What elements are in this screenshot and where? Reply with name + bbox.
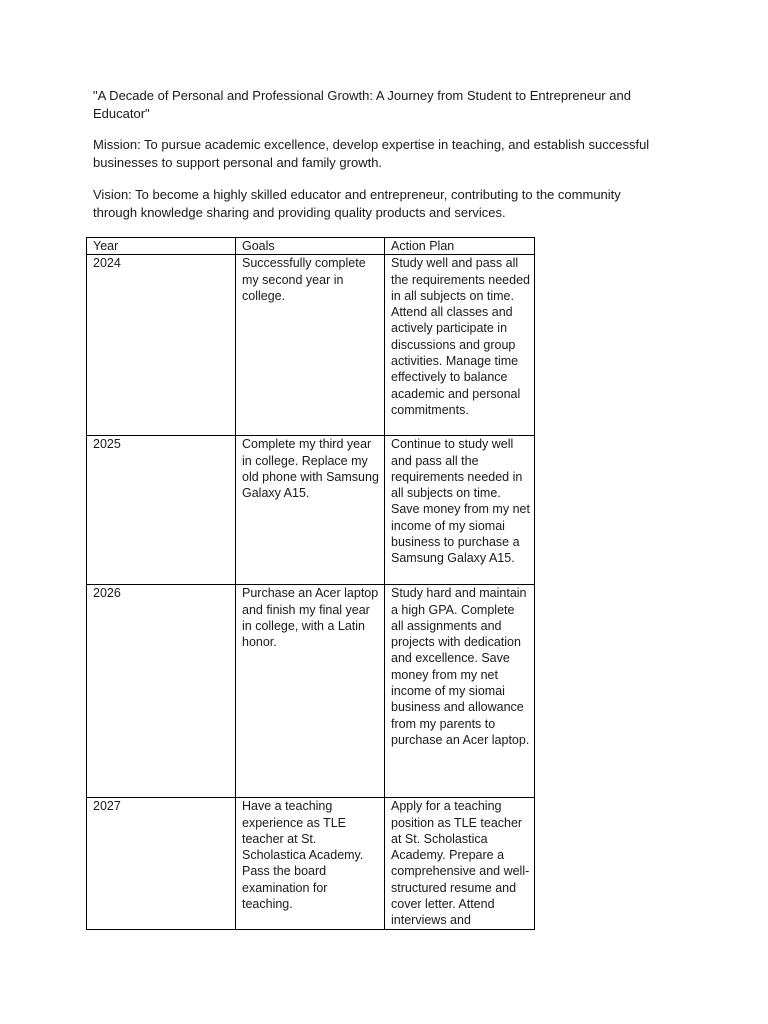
header-action-plan: Action Plan <box>385 238 535 255</box>
table-row <box>87 255 535 436</box>
table-header-row <box>87 238 535 255</box>
document-title: "A Decade of Personal and Professional Growth: A Journey from Student to Entrepreneur and Educator" <box>93 88 631 121</box>
action-plan-cell: Study well and pass all the requirements needed in all subjects on time. Attend all classes and actively participate in discussions and group activities. Manage time effectively to balance academic and personal commitments. <box>385 255 535 436</box>
mission-statement: Mission: To pursue academic excellence, develop expertise in teaching, and establish successful businesses to support personal and family growth. <box>93 137 650 170</box>
table-row <box>87 436 535 585</box>
year-cell: 2025 <box>87 436 236 585</box>
year-cell: 2026 <box>87 585 236 798</box>
goals-cell: Complete my third year in college. Replace my old phone with Samsung Galaxy A15. <box>236 436 385 585</box>
vision-statement: Vision: To become a highly skilled educator and entrepreneur, contributing to the community through knowledge sharing and providing quality products and services. <box>93 187 621 220</box>
header-year: Year <box>87 238 236 255</box>
table-row <box>87 798 535 929</box>
year-cell: 2024 <box>87 255 236 436</box>
goals-cell: Have a teaching experience as TLE teacher at St. Scholastica Academy. Pass the board examination for teaching. <box>236 798 385 929</box>
goals-cell: Successfully complete my second year in college. <box>236 255 385 436</box>
table-row <box>87 585 535 798</box>
action-plan-cell: Study hard and maintain a high GPA. Complete all assignments and projects with dedication and excellence. Save money from my net income of my siomai business and allowance from my parents to purchase an Acer laptop. <box>385 585 535 798</box>
goals-table <box>86 237 535 930</box>
year-cell: 2027 <box>87 798 236 929</box>
goals-cell: Purchase an Acer laptop and finish my final year in college, with a Latin honor. <box>236 585 385 798</box>
header-goals: Goals <box>236 238 385 255</box>
action-plan-cell: Continue to study well and pass all the requirements needed in all subjects on time. Save money from my net income of my siomai business to purchase a Samsung Galaxy A15. <box>385 436 535 585</box>
action-plan-cell: Apply for a teaching position as TLE teacher at St. Scholastica Academy. Prepare a comprehensive and well-structured resume and cover letter. Attend interviews and <box>385 798 535 929</box>
